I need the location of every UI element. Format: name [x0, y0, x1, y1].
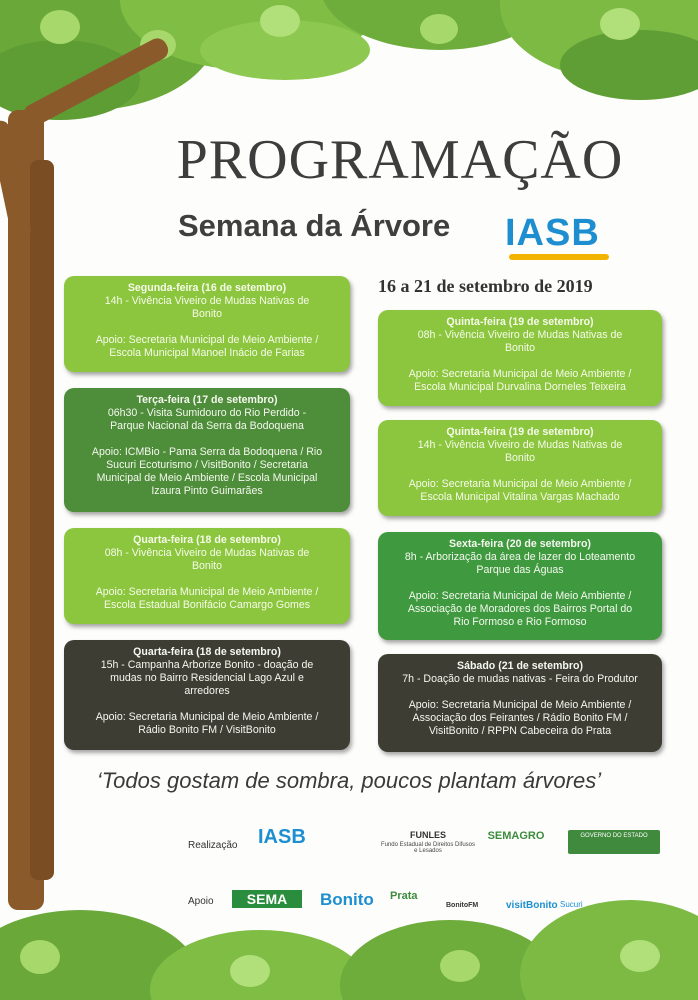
event-line: mudas no Bairro Residencial Lago Azul e [110, 672, 304, 684]
event-line: Bonito [191, 560, 223, 572]
governo-logo: GOVERNO DO ESTADO [568, 830, 660, 854]
funles-logo: FUNLES [410, 830, 446, 840]
event-day: Quinta-feira (19 de setembro) [446, 426, 594, 438]
iasb-logo [505, 210, 625, 262]
event-line: arredores [184, 685, 230, 697]
event-support: Escola Estadual Bonifácio Camargo Gomes [103, 599, 311, 611]
event-support: Associação dos Feirantes / Rádio Bonito FM / [412, 712, 628, 724]
event-line: Parque Nacional da Serra da Bodoquena [110, 420, 304, 432]
event-support: Apoio: Secretaria Municipal de Meio Ambiente / [95, 711, 319, 723]
event-card-tuesday [64, 388, 350, 512]
event-support: Apoio: Secretaria Municipal de Meio Ambiente / [95, 586, 319, 598]
event-line: Bonito [504, 342, 536, 354]
event-support: Escola Municipal Vitalina Vargas Machado [420, 491, 620, 503]
event-support: Escola Municipal Manoel Inácio de Farias [109, 347, 305, 359]
event-support: VisitBonito / RPPN Cabeceira do Prata [428, 725, 612, 737]
event-line: Parque das Águas [476, 564, 564, 576]
event-day: Segunda-feira (16 de setembro) [127, 282, 287, 294]
event-line: 7h - Doação de mudas nativas - Feira do Produtor [402, 673, 638, 685]
event-day: Quinta-feira (19 de setembro) [446, 316, 594, 328]
page-title: PROGRAMAÇÃO [176, 129, 624, 191]
event-day: Sábado (21 de setembro) [457, 660, 583, 672]
event-support: Sucuri Ecoturismo / VisitBonito / Secretaria [106, 459, 308, 471]
prata-logo: Prata [390, 890, 418, 902]
funles-subtitle: Fundo Estadual de Direitos Difusos e Lesados [380, 842, 476, 854]
event-card-monday [64, 276, 350, 372]
event-card-thursday-1 [378, 310, 662, 406]
event-support: Escola Municipal Durvalina Dorneles Teixeira [414, 381, 626, 393]
event-card-thursday-2 [378, 420, 662, 516]
event-line: 06h30 - Visita Sumidouro do Rio Perdido - [107, 407, 307, 419]
quote: ‘Todos gostam de sombra, poucos plantam árvores’ [96, 768, 602, 793]
event-support: Municipal de Meio Ambiente / Escola Municipal [96, 472, 318, 484]
event-support: Apoio: Secretaria Municipal de Meio Ambiente / [408, 368, 632, 380]
event-day: Sexta-feira (20 de setembro) [449, 538, 591, 550]
semagro-logo: SEMAGRO [487, 830, 545, 842]
apoio-label: Apoio [188, 896, 214, 907]
page-subtitle: Semana da Árvore [178, 208, 451, 243]
iasb-logo-text: IASB [505, 212, 600, 254]
event-support: Rio Formoso e Rio Formoso [453, 616, 587, 628]
event-line: 08h - Vivência Viveiro de Mudas Nativas de [417, 329, 623, 341]
event-day: Quarta-feira (18 de setembro) [133, 646, 281, 658]
bonito-logo: Bonito [320, 890, 374, 909]
event-line: 08h - Vivência Viveiro de Mudas Nativas de [104, 547, 310, 559]
event-line: Bonito [504, 452, 536, 464]
event-support: Apoio: ICMBio - Pama Serra da Bodoquena / Rio [91, 446, 323, 458]
event-support: Apoio: Secretaria Municipal de Meio Ambiente / [408, 590, 632, 602]
date-range: 16 a 21 de setembro de 2019 [378, 276, 593, 296]
event-day: Quarta-feira (18 de setembro) [133, 534, 281, 546]
event-line: Bonito [191, 308, 223, 320]
event-day: Terça-feira (17 de setembro) [136, 394, 278, 406]
event-support: Apoio: Secretaria Municipal de Meio Ambiente / [95, 334, 319, 346]
event-card-wednesday-2 [64, 640, 350, 750]
event-card-wednesday-1 [64, 528, 350, 624]
event-support: Rádio Bonito FM / VisitBonito [138, 724, 276, 736]
bonitofm-logo: BonitoFM [446, 902, 479, 909]
event-line: 8h - Arborização da área de lazer do Loteamento [404, 551, 636, 563]
event-support: Apoio: Secretaria Municipal de Meio Ambiente / [408, 699, 632, 711]
realizacao-label: Realização [188, 840, 238, 851]
event-support: Apoio: Secretaria Municipal de Meio Ambiente / [408, 478, 632, 490]
event-card-friday [378, 532, 662, 640]
sucuri-logo: Sucuri [560, 900, 583, 909]
iasb-sponsor-logo: IASB [258, 826, 306, 848]
event-line: 15h - Campanha Arborize Bonito - doação de [100, 659, 314, 671]
sema-logo: SEMA [232, 890, 302, 908]
event-support: Associação de Moradores dos Bairros Portal do [407, 603, 633, 615]
wave-icon [509, 254, 609, 260]
event-line: 14h - Vivência Viveiro de Mudas Nativas de [104, 295, 310, 307]
visitbonito-logo: visitBonito [506, 900, 558, 911]
event-card-saturday [378, 654, 662, 752]
event-line: 14h - Vivência Viveiro de Mudas Nativas de [417, 439, 623, 451]
event-support: Izaura Pinto Guimarães [151, 485, 263, 497]
